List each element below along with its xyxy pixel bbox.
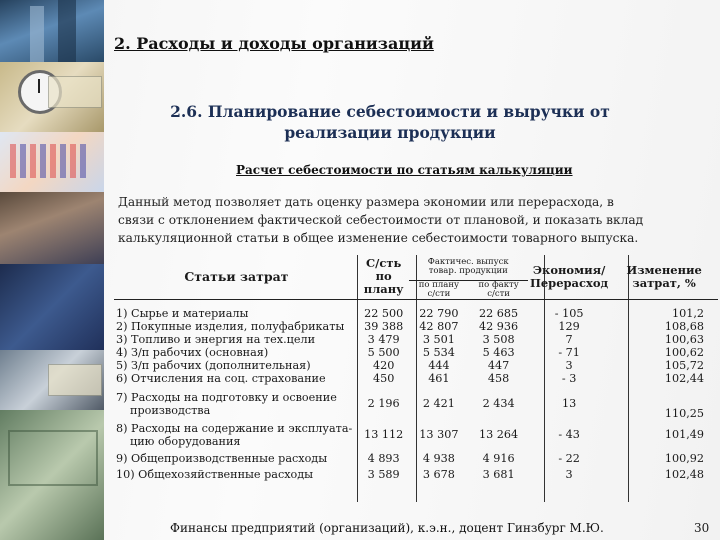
- cost-calculation-table: [114, 255, 718, 483]
- actual-fact-values: 22 685 42 936 3 508 5 463 447 458: [479, 306, 519, 385]
- subtitle-line: реализации продукции: [284, 123, 496, 142]
- actual-plan-value: 3 678: [422, 468, 455, 481]
- actual-fact-value: 3 681: [482, 468, 515, 481]
- subtitle-line: 2.6. Планирование себестоимости и выручки от: [170, 102, 610, 121]
- table-row: [114, 450, 718, 467]
- skyscrapers-image: [0, 0, 104, 62]
- plan-cost-value: 3 589: [367, 468, 400, 481]
- actual-fact-value: 13 264: [479, 428, 519, 441]
- cost-item-label: 9) Общепроизводственные расходы: [116, 451, 328, 465]
- clock-and-money-image: [0, 62, 104, 132]
- savings-values: - 105 129 7 - 71 3 - 3: [554, 306, 584, 385]
- header-actual-at-plan-cost: по плану с/сти: [418, 279, 460, 299]
- header-cost-change: Изменение затрат, %: [626, 262, 702, 290]
- actual-plan-values: 22 790 42 807 3 501 5 534 444 461: [419, 306, 459, 385]
- clock-icon: [18, 70, 62, 114]
- header-cost-items: Статьи затрат: [184, 269, 289, 285]
- cost-item-label: 10) Общехозяйственные расходы: [116, 468, 314, 481]
- savings-value: 3: [565, 468, 573, 481]
- table-row: [114, 304, 718, 388]
- actual-fact-value: 4 916: [482, 451, 515, 465]
- actual-plan-value: 2 421: [422, 397, 455, 410]
- savings-value: - 22: [558, 451, 580, 465]
- actual-plan-value: 13 307: [419, 428, 459, 441]
- cost-item-labels: 1) Сырье и материалы 2) Покупные изделия, полуфабрикаты 3) Топливо и энергия на тех.цели 4) З/п рабочих (основная) 5) З/п рабочих (дополнительная) 6) Отчисления на соц. страхование: [116, 306, 345, 385]
- change-value: 101,49: [664, 428, 704, 441]
- change-value: 102,48: [664, 468, 704, 481]
- page-number: 30: [694, 521, 710, 535]
- change-values: 101,2 108,68 100,63 100,62 105,72 102,44: [664, 306, 704, 385]
- banknotes-image: [0, 410, 104, 540]
- header-savings-overrun: Экономия/ Перерасход: [529, 262, 609, 290]
- change-value: 100,92: [664, 451, 704, 465]
- header-plan-cost: С/сть по плану: [363, 256, 404, 297]
- actual-plan-value: 4 938: [422, 451, 455, 465]
- header-actual-output: Фактичес. выпуск товар. продукции: [409, 255, 528, 280]
- business-people-image: [0, 192, 104, 264]
- section-title: 2. Расходы и доходы организаций: [114, 34, 434, 53]
- description-paragraph: [118, 193, 720, 247]
- charts-image: [0, 132, 104, 192]
- header-actual-at-fact-cost: по факту с/сти: [478, 279, 519, 299]
- paragraph-line: Данный метод позволяет дать оценку размера экономии или перерасхода, в: [118, 195, 614, 209]
- table-row: [114, 420, 718, 450]
- calculator-image: [0, 350, 104, 410]
- plan-cost-value: 13 112: [364, 428, 404, 441]
- plan-cost-value: 4 893: [367, 451, 400, 465]
- paragraph-line: калькуляционной статьи в общее изменение себестоимости товарного выпуска.: [118, 231, 639, 245]
- footer-text: Финансы предприятий (организаций), к.э.н., доцент Гинзбург М.Ю.: [170, 521, 604, 535]
- table-row: [114, 388, 718, 420]
- cost-item-label: 8) Расходы на содержание и эксплуата- цию оборудования: [116, 421, 353, 448]
- actual-fact-value: 2 434: [482, 397, 515, 410]
- table-row: [114, 467, 718, 483]
- business-newspaper-image: [0, 264, 104, 350]
- slide-subtitle: [132, 101, 648, 143]
- savings-value: 13: [561, 397, 577, 410]
- plan-cost-values: 22 500 39 388 3 479 5 500 420 450: [364, 306, 404, 385]
- change-value: 110,25: [664, 406, 704, 420]
- table-heading: Расчет себестоимости по статьям калькуляции: [236, 163, 573, 177]
- paragraph-line: связи с отклонением фактической себестоимости от плановой, и показать вклад: [118, 213, 644, 227]
- cost-item-label: 7) Расходы на подготовку и освоение производства: [116, 390, 337, 417]
- savings-value: - 43: [558, 428, 580, 441]
- decorative-photo-collage: [0, 0, 104, 540]
- plan-cost-value: 2 196: [367, 397, 400, 410]
